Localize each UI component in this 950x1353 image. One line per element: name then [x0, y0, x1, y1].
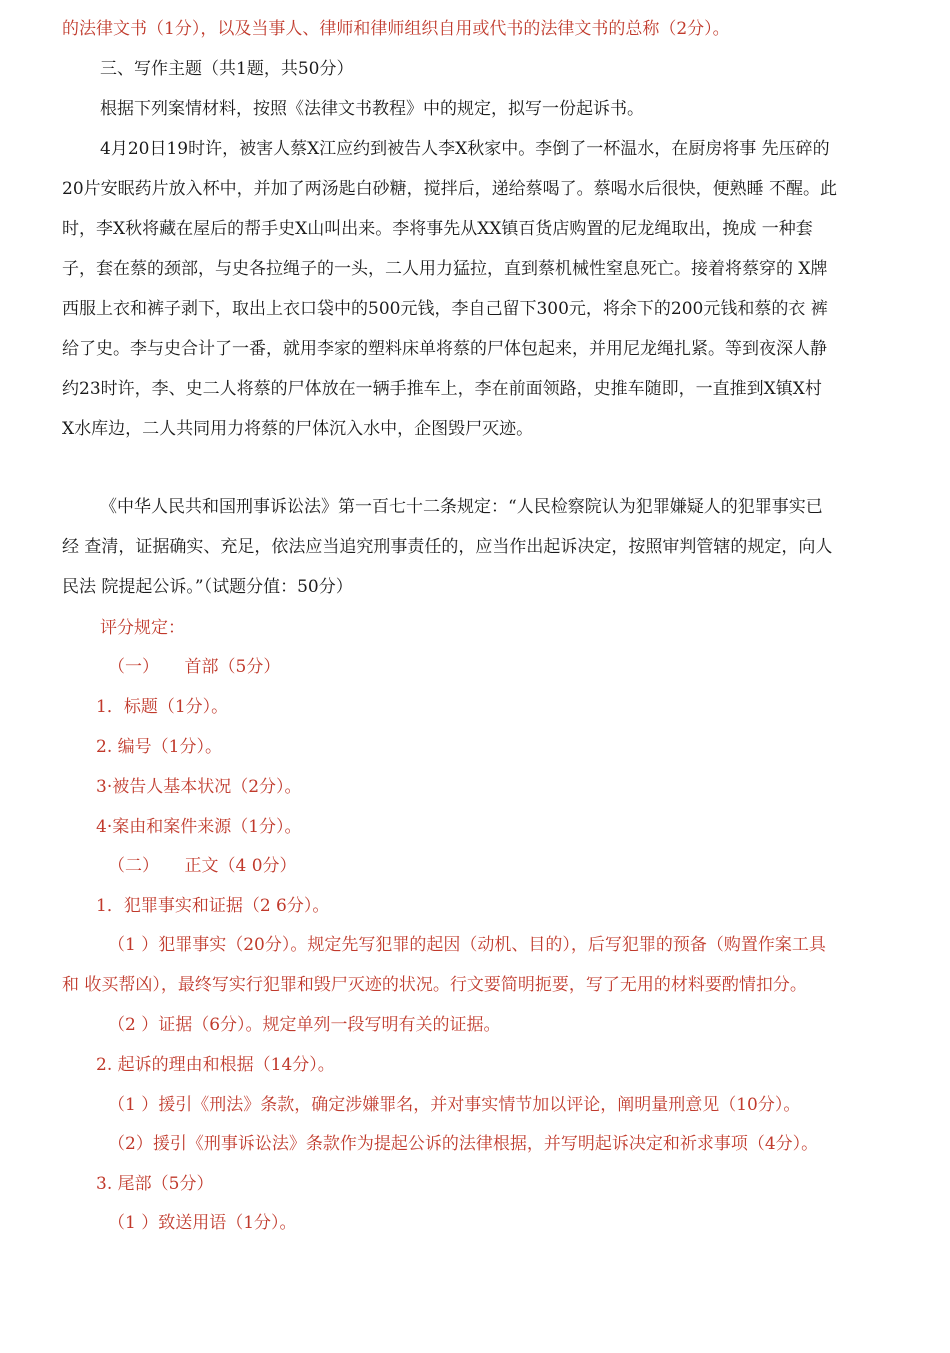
task-instruction: 根据下列案情材料，按照《法律文书教程》中的规定，拟写一份起诉书。: [100, 99, 644, 119]
part1-item: 1．标题（1分）。: [96, 697, 229, 717]
case-line: X水库边，二人共同用力将蔡的尸体沉入水中，企图毁尸灭迹。: [62, 419, 534, 439]
case-line: 给了史。李与史合计了一番，就用李家的塑料床单将蔡的尸体包起来，并用尼龙绳扎紧。等到夜深人静: [62, 339, 827, 359]
case-line: 时，李X秋将藏在屋后的帮手史X山叫出来。李将事先从XX镇百货店购置的尼龙绳取出，挽成 一种套: [62, 219, 813, 239]
law-line: 经 查清，证据确实、充足，依法应当追究刑事责任的，应当作出起诉决定，按照审判管辖的规定，向人: [62, 537, 833, 557]
part1-item: 3·被告人基本状况（2分）。: [96, 777, 302, 797]
part1-item: 4·案由和案件来源（1分）。: [96, 817, 302, 837]
part2-subitem: （1 ）犯罪事实（20分）。规定先写犯罪的起因（动机、目的），后写犯罪的预备（购置作案工具: [108, 935, 826, 955]
part2-subitem: 和 收买帮凶），最终写实行犯罪和毁尸灭迹的状况。行文要简明扼要，写了无用的材料要酌情扣分。: [62, 975, 807, 995]
grading-title: 评分规定：: [100, 618, 185, 638]
case-line: 20片安眠药片放入杯中，并加了两汤匙白砂糖，搅拌后，递给蔡喝了。蔡喝水后很快，便熟睡 不醒。此: [62, 179, 838, 199]
part2-item: 2. 起诉的理由和根据（14分）。: [96, 1055, 335, 1075]
part2-item: 3. 尾部（5分）: [96, 1174, 214, 1194]
part2-subitem: （2 ）证据（6分）。规定单列一段写明有关的证据。: [108, 1015, 501, 1035]
top-continuation-line: 的法律文书（1分），以及当事人、律师和律师组织自用或代书的法律文书的总称（2分）。: [62, 19, 730, 39]
case-line: 约23时许，李、史二人将蔡的尸体放在一辆手推车上，李在前面领路，史推车随即，一直推到X镇X村: [62, 379, 822, 399]
law-line: 民法 院提起公诉。”（试题分值：50分）: [62, 577, 353, 597]
case-line: 4月20日19时许，被害人蔡X江应约到被告人李X秋家中。李倒了一杯温水，在厨房将事 先压碎的: [100, 139, 830, 159]
case-line: 子，套在蔡的颈部，与史各拉绳子的一头，二人用力猛拉，直到蔡机械性窒息死亡。接着将蔡穿的 X牌: [62, 259, 828, 279]
part2-subitem: （1 ）致送用语（1分）。: [108, 1213, 297, 1233]
part1-title: （一） 首部（5分）: [108, 657, 281, 677]
part2-subitem: （2）援引《刑事诉讼法》条款作为提起公诉的法律根据，并写明起诉决定和祈求事项（4分）。: [108, 1134, 819, 1154]
section-heading: 三、写作主题（共1题，共50分）: [100, 59, 354, 79]
part1-item: 2. 编号（1分）。: [96, 737, 222, 757]
case-line: 西服上衣和裤子剥下，取出上衣口袋中的500元钱，李自己留下300元，将余下的200元钱和蔡的衣 裤: [62, 299, 828, 319]
law-line: 《中华人民共和国刑事诉讼法》第一百七十二条规定：“人民检察院认为犯罪嫌疑人的犯罪事实已: [100, 497, 823, 517]
part2-item: 1．犯罪事实和证据（2 6分）。: [96, 896, 330, 916]
part2-title: （二） 正文（4 0分）: [108, 856, 297, 876]
part2-subitem: （1 ）援引《刑法》条款，确定涉嫌罪名，并对事实情节加以评论，阐明量刑意见（10分）。: [108, 1095, 801, 1115]
